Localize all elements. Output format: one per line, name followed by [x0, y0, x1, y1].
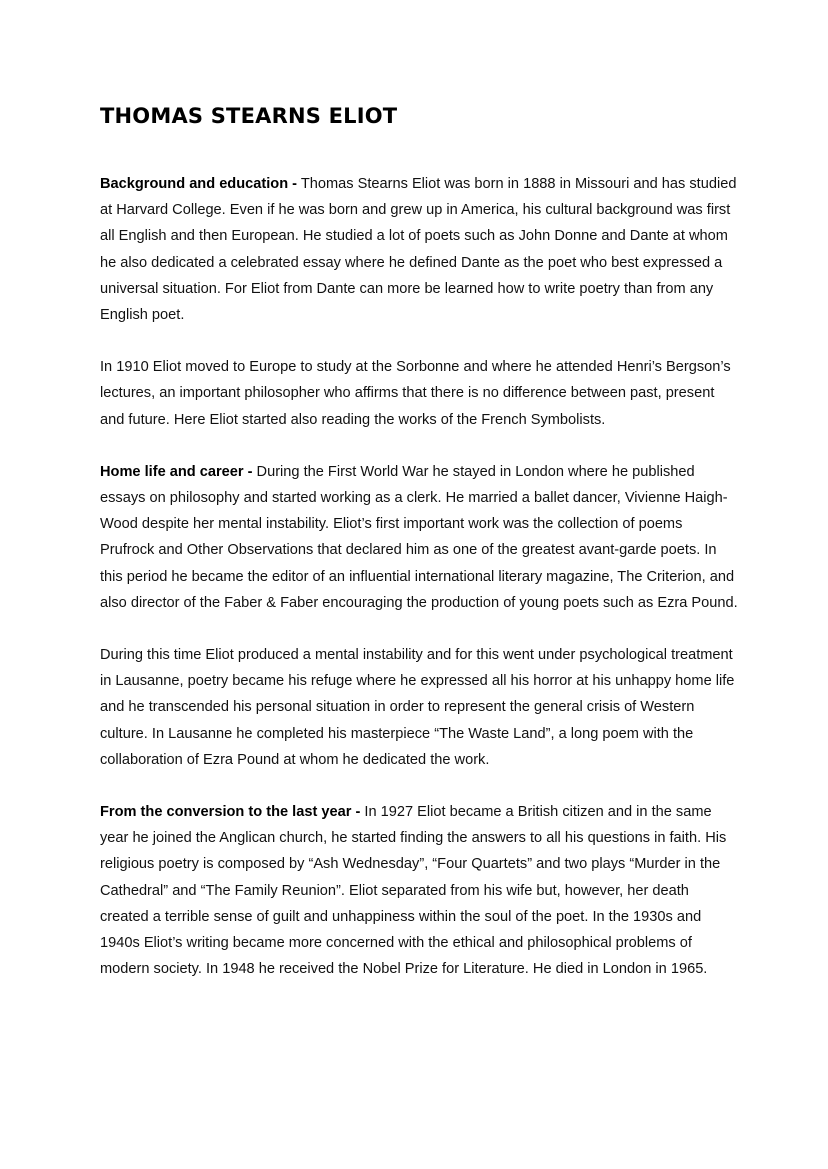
paragraph-heading: Home life and career -	[100, 463, 253, 480]
document-title: THOMAS STEARNS ELIOT	[100, 104, 398, 128]
paragraph-text: In 1927 Eliot became a British citizen and in the same year he joined the Anglican church, he started finding the answers to all his questions in faith. His religious poetry is composed by “Ash Wednesday”, “Four Quartets” and two plays “Murder in the Cathedral” and “The Family Reunion”. Eliot separated from his wife but, however, her death created a terrible sense of guilt and unhappiness within the soul of the poet. In the 1930s and 1940s Eliot’s writing became more concerned with the ethical and philosophical problems of modern society. In 1948 he received the Nobel Prize for Literature. He died in London in 1965.	[100, 804, 727, 978]
paragraph-text: During the First World War he stayed in London where he published essays on philosophy and started working as a clerk. He married a ballet dancer, Vivienne Haigh-Wood despite her mental instability. Eliot’s first important work was the collection of poems Prufrock and Other Observations that declared him as one of the greatest avant-garde poets. In this period he became the editor of an influential international literary magazine, The Criterion, and also director of the Faber & Faber encouraging the production of young poets such as Ezra Pound.	[100, 463, 738, 611]
paragraph-heading: From the conversion to the last year -	[100, 804, 361, 821]
paragraph-text: In 1910 Eliot moved to Europe to study at the Sorbonne and where he attended Henri’s Bergson’s lectures, an important philosopher who affirms that there is no difference between past, present and future. Here Eliot started also reading the works of the French Symbolists.	[100, 359, 731, 428]
paragraph-lausanne-waste-land	[100, 642, 740, 773]
paragraph-text: Thomas Stearns Eliot was born in 1888 in Missouri and has studied at Harvard College. Even if he was born and grew up in America, his cultural background was first all English and then European. He studied a lot of poets such as John Donne and Dante at whom he also dedicated a celebrated essay where he defined Dante as the poet who best expressed a universal situation. For Eliot from Dante can more be learned how to write poetry than from any English poet.	[100, 176, 737, 324]
paragraph-home-life-career	[100, 459, 740, 616]
paragraph-text: During this time Eliot produced a mental instability and for this went under psychological treatment in Lausanne, poetry became his refuge where he expressed all his horror at his unhappy home life and he transcended his personal situation in order to represent the general crisis of Western culture. In Lausanne he completed his masterpiece “The Waste Land”, a long poem with the collaboration of Ezra Pound at whom he dedicated the work.	[100, 647, 735, 768]
paragraph-conversion-last-year	[100, 799, 740, 982]
paragraph-europe-studies	[100, 354, 740, 433]
document-page	[100, 100, 740, 982]
paragraph-background-education	[100, 171, 740, 328]
paragraph-heading: Background and education -	[100, 176, 298, 192]
